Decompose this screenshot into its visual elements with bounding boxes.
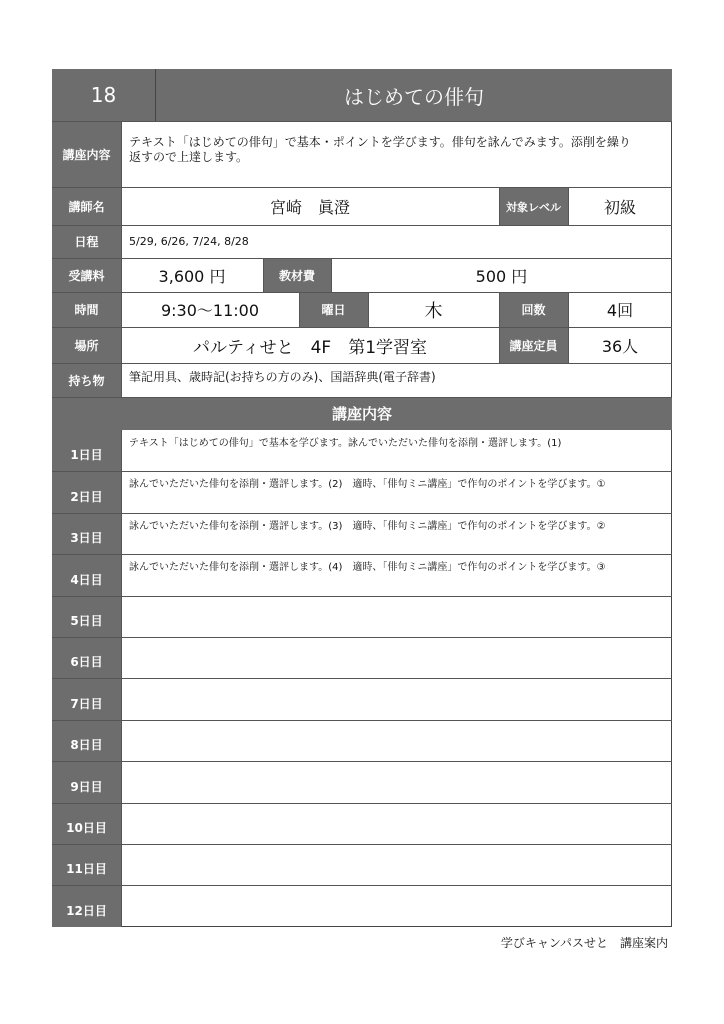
day-row-divider bbox=[52, 471, 672, 472]
col-divider bbox=[263, 258, 264, 292]
col-divider bbox=[331, 258, 332, 292]
overview-text bbox=[121, 121, 672, 187]
day-label: 5日目 bbox=[52, 596, 121, 637]
day-row-divider bbox=[52, 637, 672, 638]
day-row-divider bbox=[52, 596, 672, 597]
col-divider bbox=[568, 188, 569, 225]
instructor-label: 講師名 bbox=[52, 188, 121, 225]
day-label: 12日目 bbox=[52, 885, 121, 926]
day-content bbox=[121, 720, 672, 761]
day-row-divider bbox=[52, 803, 672, 804]
row-divider bbox=[52, 363, 672, 364]
day-content bbox=[121, 803, 672, 844]
day-content bbox=[121, 596, 672, 637]
day-label: 10日目 bbox=[52, 803, 121, 844]
footer-text: 学びキャンパスせと 講座案内 bbox=[500, 936, 668, 950]
day-label: 3日目 bbox=[52, 513, 121, 554]
sessions-value: 4回 bbox=[606, 301, 634, 320]
day-col-divider bbox=[121, 430, 122, 927]
day-row-divider bbox=[52, 678, 672, 679]
day-content: 詠んでいただいた俳句を添削・選評します。(3) 適時、「俳句ミニ講座」で作句のポイントを学びます。② bbox=[129, 520, 606, 532]
col-divider bbox=[499, 188, 500, 225]
day-content bbox=[121, 678, 672, 719]
sessions-label: 回数 bbox=[499, 292, 568, 327]
day-label: 11日目 bbox=[52, 844, 121, 885]
fee-label: 受講料 bbox=[52, 258, 121, 292]
schedule-value: 5/29, 6/26, 7/24, 8/28 bbox=[129, 235, 249, 248]
fee-value: 3,600 円 bbox=[158, 266, 226, 286]
level-value: 初級 bbox=[603, 198, 636, 217]
col-divider bbox=[299, 292, 300, 327]
day-content: 詠んでいただいた俳句を添削・選評します。(4) 適時、「俳句ミニ講座」で作句のポイントを学びます。③ bbox=[129, 562, 606, 574]
col-divider bbox=[499, 292, 500, 363]
day-label: 8日目 bbox=[52, 720, 121, 761]
row-divider bbox=[52, 258, 672, 259]
place-label: 場所 bbox=[52, 327, 121, 363]
materials-label: 教材費 bbox=[263, 258, 331, 292]
schedule-label: 日程 bbox=[52, 225, 121, 258]
day-row-divider bbox=[52, 513, 672, 514]
weekday-label: 曜日 bbox=[299, 292, 368, 327]
weekday-value: 木 bbox=[424, 300, 443, 322]
overview-line-2: 返すので上達します。 bbox=[129, 150, 249, 164]
instructor-value: 宮崎 眞澄 bbox=[269, 198, 350, 217]
capacity-label: 講座定員 bbox=[499, 327, 568, 363]
overview-label: 講座内容 bbox=[52, 121, 121, 187]
time-value: 9:30～11:00 bbox=[160, 301, 260, 320]
overview-line-1: テキスト「はじめての俳句」で基本・ポイントを学びます。俳句を詠んでみます。添削を繰り bbox=[129, 135, 631, 149]
day-content bbox=[121, 761, 672, 802]
day-row-divider bbox=[52, 885, 672, 886]
day-label: 7日目 bbox=[52, 678, 121, 719]
level-label: 対象レベル bbox=[499, 188, 568, 225]
day-content bbox=[121, 844, 672, 885]
row-divider bbox=[52, 121, 672, 122]
time-label: 時間 bbox=[52, 292, 121, 327]
day-label: 2日目 bbox=[52, 471, 121, 512]
course-number: 18 bbox=[52, 69, 156, 121]
day-label: 4日目 bbox=[52, 554, 121, 595]
content-section-title: 講座内容 bbox=[52, 397, 672, 430]
day-label: 6日目 bbox=[52, 637, 121, 678]
day-row-divider bbox=[52, 720, 672, 721]
col-divider bbox=[368, 292, 369, 327]
row-divider bbox=[52, 225, 672, 226]
day-content bbox=[121, 885, 672, 926]
day-content: 詠んでいただいた俳句を添削・選評します。(2) 適時、「俳句ミニ講座」で作句のポイントを学びます。① bbox=[129, 479, 606, 491]
day-label: 1日目 bbox=[52, 430, 121, 471]
place-value: パルティせと 4F 第1学習室 bbox=[192, 337, 428, 358]
day-row-divider bbox=[52, 554, 672, 555]
row-divider bbox=[52, 397, 672, 398]
day-row-divider bbox=[52, 761, 672, 762]
col-divider bbox=[121, 121, 122, 397]
belongings-label: 持ち物 bbox=[52, 363, 121, 397]
day-content bbox=[121, 637, 672, 678]
day-row-divider bbox=[52, 844, 672, 845]
capacity-value: 36人 bbox=[601, 336, 639, 356]
row-divider bbox=[52, 187, 672, 188]
course-title: はじめての俳句 bbox=[156, 69, 672, 121]
day-label: 9日目 bbox=[52, 761, 121, 802]
row-divider bbox=[52, 327, 672, 328]
materials-value: 500 円 bbox=[475, 266, 528, 286]
col-divider bbox=[568, 292, 569, 363]
row-divider bbox=[52, 292, 672, 293]
day-content: テキスト「はじめての俳句」で基本を学びます。詠んでいただいた俳句を添削・選評します。(1) bbox=[129, 438, 562, 449]
belongings-value: 筆記用具、歳時記(お持ちの方のみ)、国語辞典(電子辞書) bbox=[129, 370, 436, 384]
